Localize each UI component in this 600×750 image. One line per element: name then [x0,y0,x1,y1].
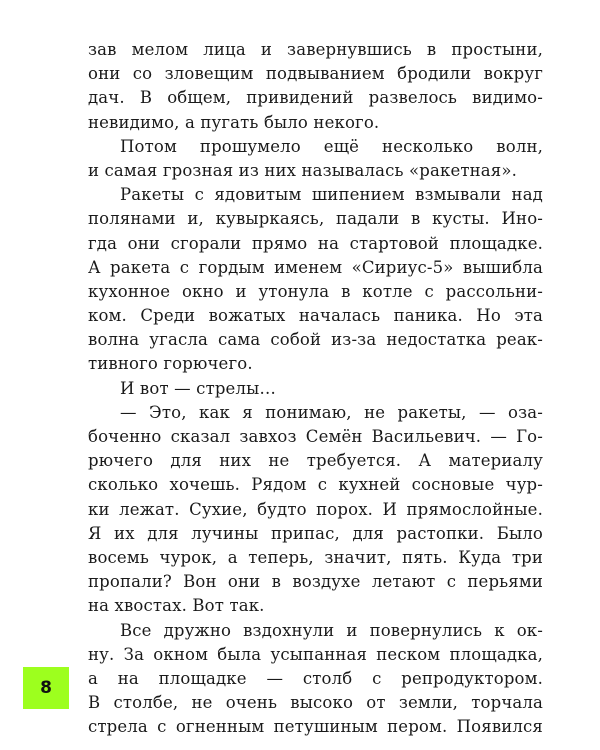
text-line: на хвостах. Вот так. [88,596,265,616]
page-number-badge: 8 [23,667,69,709]
text-line: рючего для них не требуется. А материалу [88,451,543,471]
text-line: дач. В общем, привидений развелось видимо- [88,88,543,108]
text-line: стрела с огненным петушиным пером. Появился [88,717,543,737]
text-line: И вот — стрелы… [120,378,277,398]
text-line: В столбе, не очень высоко от земли, торчала [88,693,543,713]
text-line: Ракеты с ядовитым шипением взмывали над [120,185,543,205]
text-line: ком. Среди вожатых началась паника. Но эта [88,306,543,326]
page-text [88,38,543,739]
text-line: Все дружно вздохнули и повернулись к ок- [120,620,543,640]
text-line: невидимо, а пугать было некого. [88,112,380,132]
text-line: они со зловещим подвыванием бродили вокруг [88,64,543,84]
text-line: боченно сказал завхоз Семён Васильевич. — Го- [88,427,543,446]
text-line: Потом прошумело ещё несколько волн, [120,136,543,156]
text-line: Я их для лучины припас, для растопки. Было [88,523,543,543]
text-line: гда они сгорали прямо на стартовой площадке. [88,233,543,253]
text-line: ну. За окном была усыпанная песком площадка, [88,644,543,664]
text-line: зав мелом лица и завернувшись в простыни, [88,40,543,59]
text-line: кухонное окно и утонула в котле с рассольни- [88,281,543,301]
text-line: пропали? Вон они в воздухе летают с перьями [88,572,543,592]
text-line: сколько хочешь. Рядом с кухней сосновые чур- [88,475,543,495]
text-line: А ракета с гордым именем «Сириус-5» вышибла [88,257,543,277]
text-line: ки лежат. Сухие, будто порох. И прямослойные. [88,499,543,519]
text-line: а на площадке — столб с репродуктором. [88,668,543,688]
text-line: восемь чурок, а теперь, значит, пять. Куда три [88,547,543,567]
text-line: и самая грозная из них называлась «ракетная». [88,160,517,180]
text-line: полянами и, кувыркаясь, падали в кусты. Ино- [88,209,543,229]
text-line: тивного горючего. [88,354,253,374]
text-line: — Это, как я понимаю, не ракеты, — оза- [120,402,543,422]
text-line: волна угасла сама собой из-за недостатка реак- [88,330,543,350]
